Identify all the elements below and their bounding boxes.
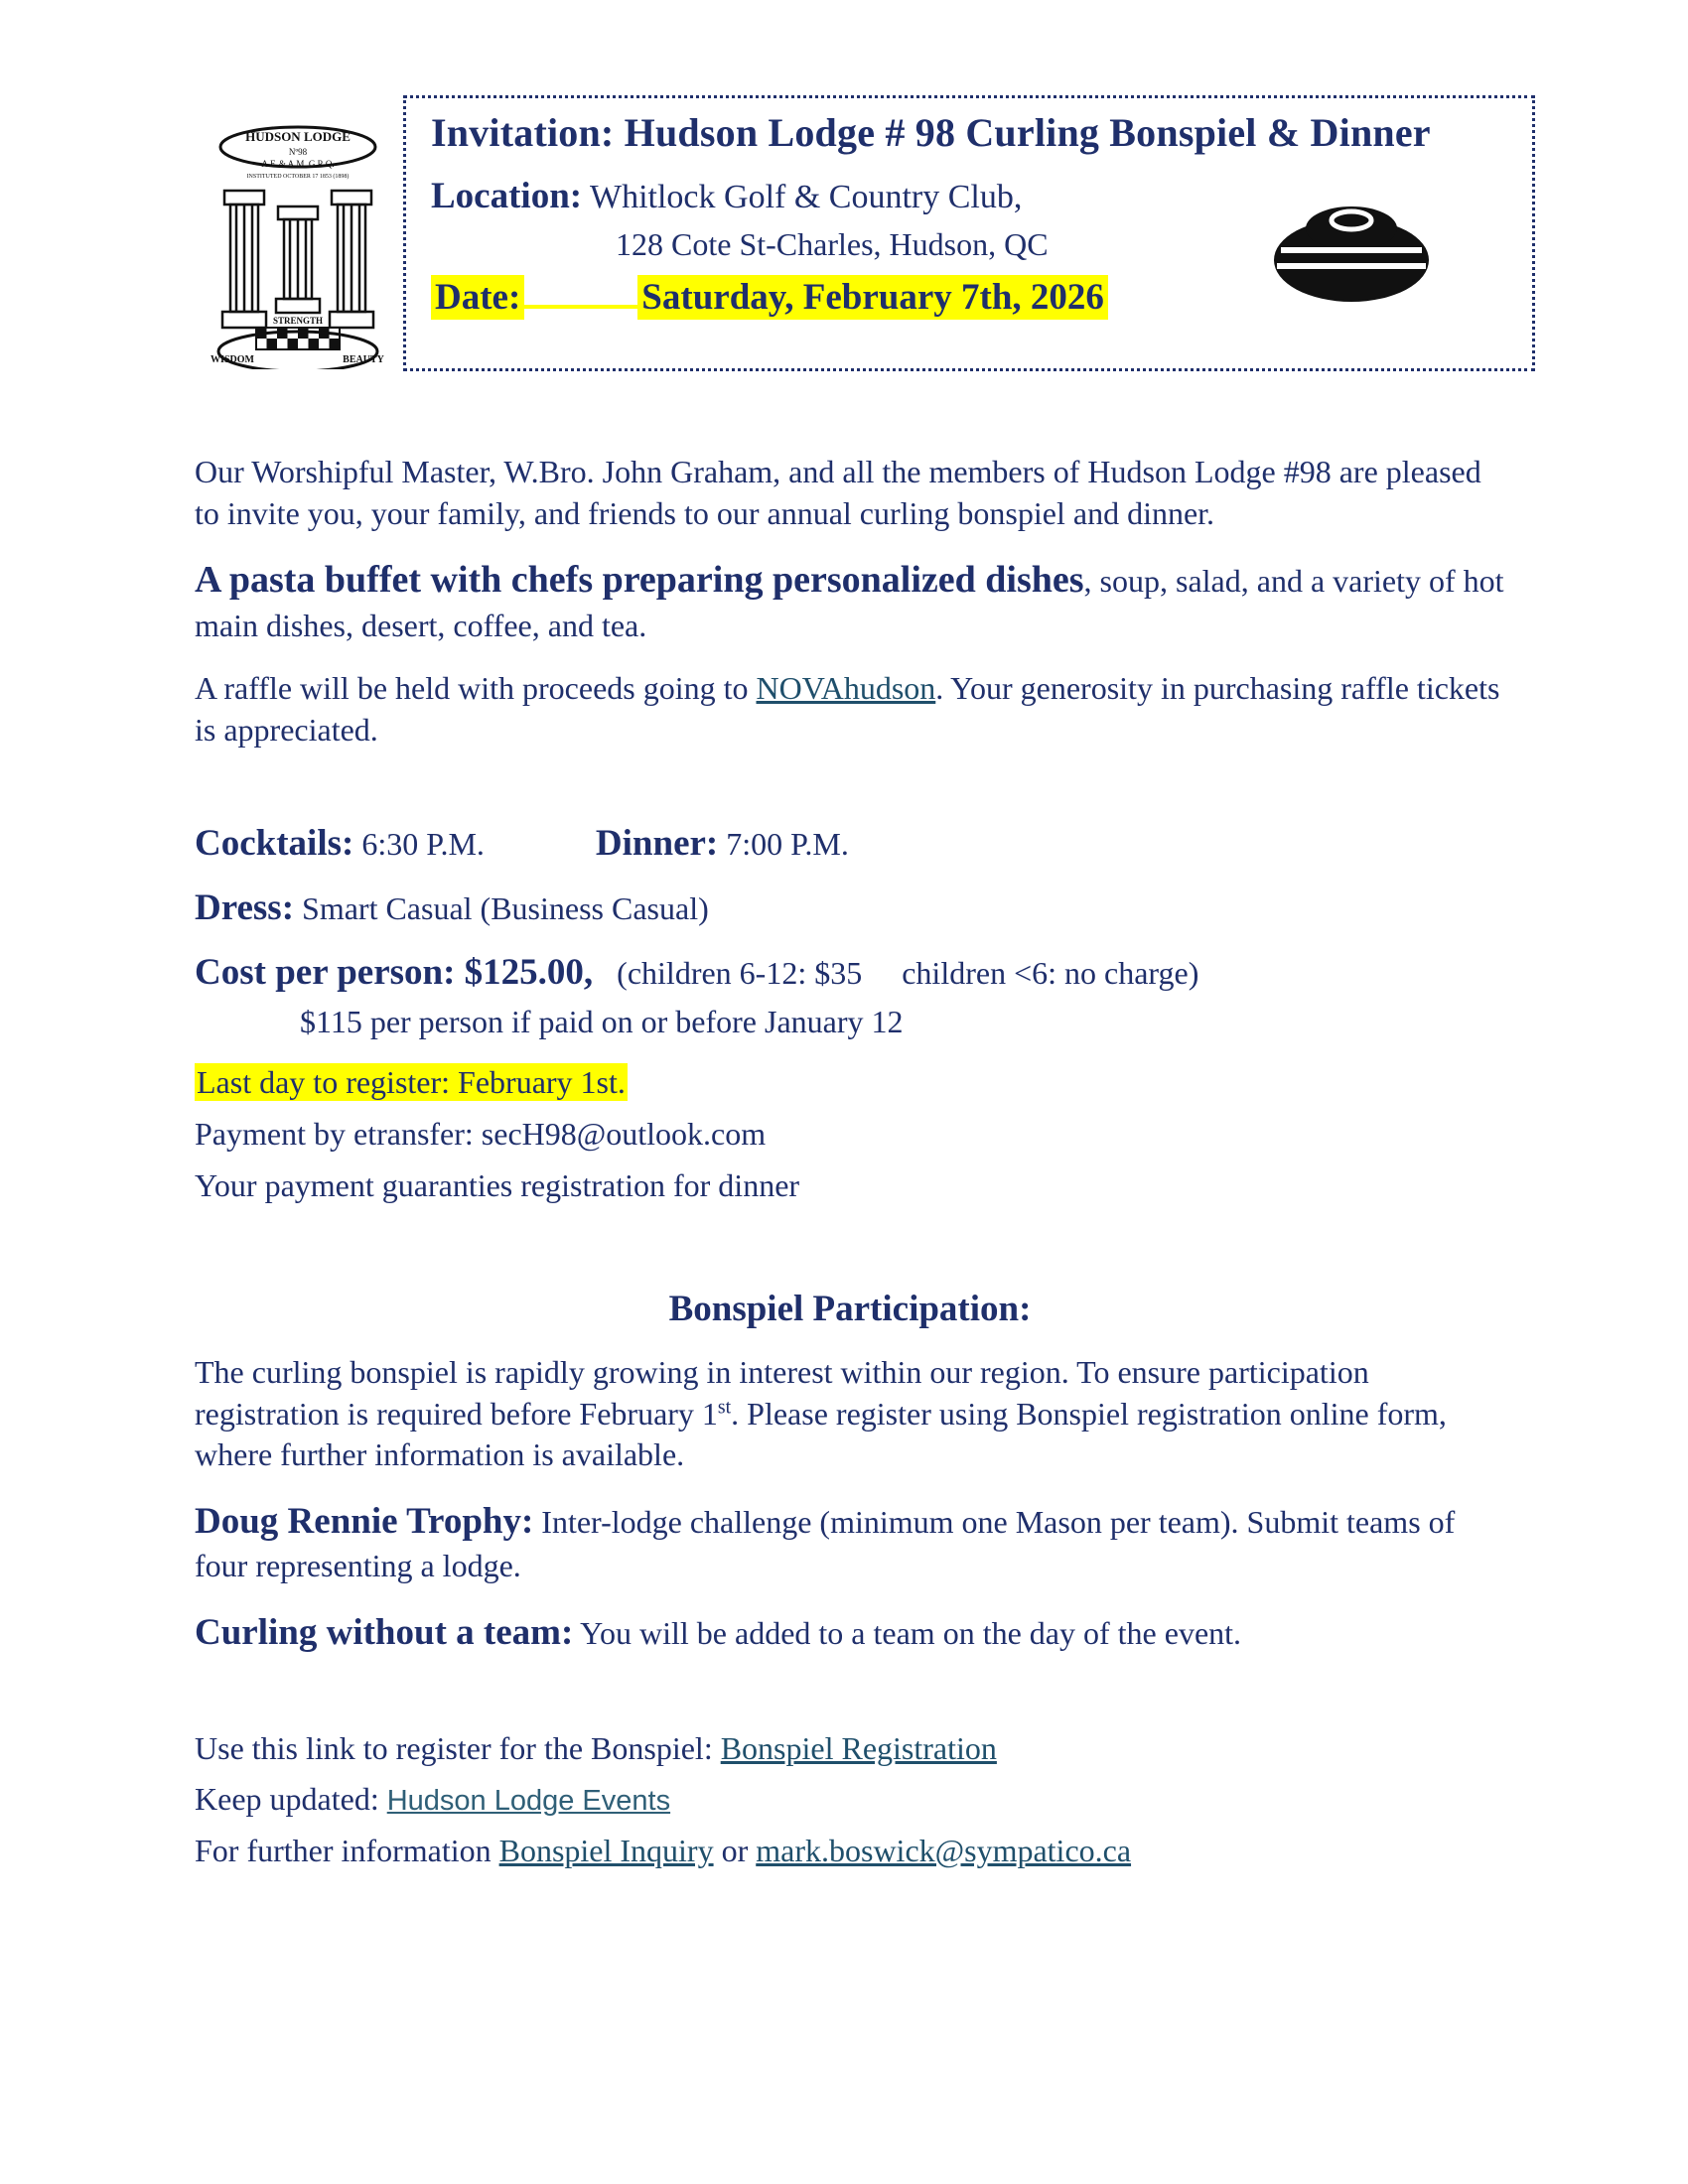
- location-label: Location:: [431, 176, 583, 216]
- keep-updated-prefix: Keep updated:: [195, 1781, 387, 1818]
- cost-label: Cost per person: $125.00,: [195, 952, 594, 994]
- buffet-headline: A pasta buffet with chefs preparing personalized dishes: [195, 559, 1084, 602]
- svg-text:STRENGTH: STRENGTH: [272, 316, 324, 326]
- intro-paragraph: Our Worshipful Master, W.Bro. John Graham, and all the members of Hudson Lodge #98 are pleased to invite you, your family, and friends to our annual curling bonspiel and dinner.: [195, 454, 1481, 531]
- svg-text:Nº98: Nº98: [288, 147, 308, 157]
- cost-children-under-6: children <6: no charge): [902, 955, 1199, 992]
- participation-ordinal: st: [717, 1396, 732, 1419]
- further-info-prefix: For further information: [195, 1832, 499, 1868]
- dress-value: Smart Casual (Business Casual): [302, 890, 709, 927]
- bonspiel-inquiry-link[interactable]: Bonspiel Inquiry: [498, 1832, 714, 1868]
- register-link-prefix: Use this link to register for the Bonspiel:: [195, 1729, 721, 1766]
- svg-text:BEAUTY: BEAUTY: [343, 354, 384, 365]
- raffle-paragraph: [195, 668, 1505, 751]
- dress-label: Dress:: [195, 887, 295, 929]
- cost-row: [195, 951, 1505, 994]
- participation-text-b: . Please register using Bonspiel registration online form, where further information is available.: [195, 1395, 1447, 1473]
- register-link-line: [195, 1728, 1505, 1770]
- further-info-or: or: [713, 1832, 757, 1868]
- times-row: [195, 822, 1505, 865]
- invitation-header: [195, 95, 1585, 383]
- location-line: [431, 175, 1022, 217]
- buffet-paragraph: [195, 556, 1505, 646]
- hudson-lodge-events-link[interactable]: Hudson Lodge Events: [386, 1785, 671, 1818]
- participation-text-a: The curling bonspiel is rapidly growing in interest within our region. To ensure participation registration is required before February 1: [195, 1354, 1369, 1432]
- payment-note: Your payment guaranties registration for dinner: [195, 1166, 800, 1203]
- buffet-details: , soup, salad, and a variety of hot main dishes, desert, coffee, and tea.: [195, 563, 1504, 643]
- last-day-to-register: Last day to register: February 1st.: [197, 1064, 626, 1101]
- raffle-text-pre: A raffle will be held with proceeds going to: [195, 670, 757, 707]
- svg-text:INSTITUTED OCTOBER 17 1853 (18: INSTITUTED OCTOBER 17 1853 (1898): [246, 174, 350, 180]
- svg-text:HUDSON LODGE: HUDSON LODGE: [245, 129, 351, 144]
- raffle-text-post: . Your generosity in purchasing raffle tickets is appreciated.: [195, 670, 1500, 748]
- payment-line: Payment by etransfer: secH98@outlook.com: [195, 1115, 767, 1152]
- date-label: Date:: [431, 275, 524, 320]
- curling-stone-icon: [1267, 199, 1436, 308]
- cocktails-time: 6:30 P.M.: [361, 826, 485, 863]
- dress-row: [195, 887, 1505, 929]
- bonspiel-registration-link[interactable]: Bonspiel Registration: [720, 1729, 997, 1766]
- svg-text:WISDOM: WISDOM: [211, 354, 254, 365]
- novahudson-link[interactable]: NOVAhudson: [756, 670, 936, 707]
- doug-rennie-trophy-paragraph: [195, 1498, 1505, 1587]
- cost-earlybird: $115 per person if paid on or before January 12: [300, 1004, 904, 1040]
- location-address-line2: 128 Cote St-Charles, Hudson, QC: [616, 226, 1049, 262]
- hudson-lodge-crest-icon: [199, 121, 397, 369]
- trophy-text: Inter-lodge challenge (minimum one Mason per team). Submit teams of four representing a lodge.: [195, 1503, 1456, 1584]
- dinner-label: Dinner:: [595, 823, 719, 865]
- email-link[interactable]: mark.boswick@sympatico.ca: [756, 1832, 1132, 1868]
- date-value: Saturday, February 7th, 2026: [637, 275, 1108, 320]
- no-team-label: Curling without a team:: [195, 1611, 574, 1653]
- participation-paragraph: [195, 1352, 1505, 1476]
- keep-updated-line: [195, 1779, 1505, 1821]
- cocktails-label: Cocktails:: [195, 823, 354, 865]
- event-date-row: [431, 276, 1108, 319]
- participation-heading: Bonspiel Participation:: [668, 1289, 1032, 1330]
- last-day-row: [195, 1062, 1505, 1104]
- trophy-label: Doug Rennie Trophy:: [195, 1500, 534, 1542]
- dinner-time: 7:00 P.M.: [726, 826, 849, 863]
- document-body: [195, 452, 1505, 1882]
- page-title: Invitation: Hudson Lodge # 98 Curling Bonspiel & Dinner: [431, 110, 1431, 155]
- location-value: Whitlock Golf & Country Club,: [590, 179, 1023, 215]
- cost-children-6-12: (children 6-12: $35: [617, 955, 863, 992]
- no-team-text: You will be added to a team on the day of the event.: [573, 1614, 1242, 1651]
- svg-text:A.F. & A.M. G.R.Q.: A.F. & A.M. G.R.Q.: [261, 159, 335, 169]
- no-team-paragraph: [195, 1609, 1505, 1657]
- further-information-line: [195, 1831, 1505, 1872]
